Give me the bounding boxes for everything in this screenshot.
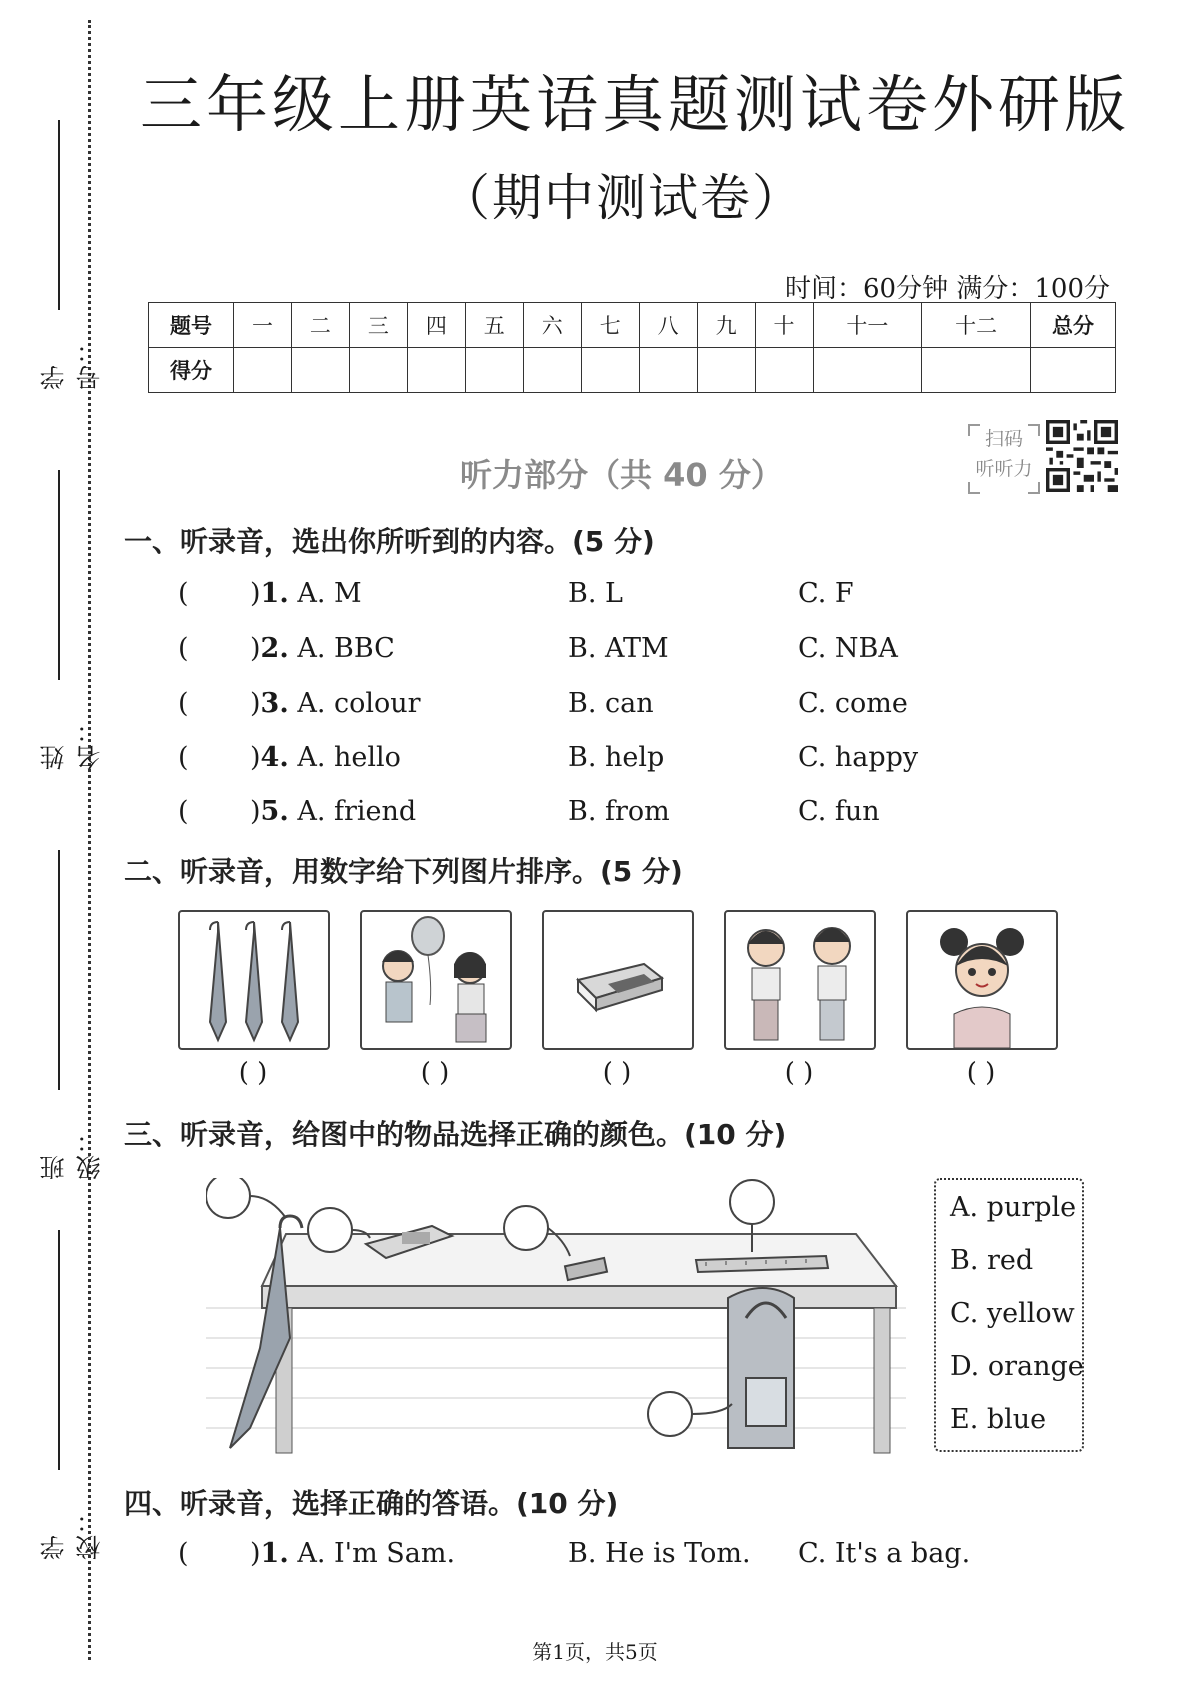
score-cell-total[interactable] [1031,348,1116,393]
q1-item-3: ( )3. A. colour B. can C. come [178,688,908,719]
answer-paren[interactable]: ( [178,742,189,773]
school-line[interactable] [58,1230,60,1470]
item-number: 1. [260,1538,289,1569]
picture-girl [906,910,1058,1050]
score-cell[interactable] [407,348,465,393]
answer-paren[interactable]: ( [178,796,189,827]
option-a: A. I'm Sam. [297,1538,456,1569]
score-col-4: 四 [407,303,465,348]
class-label: 班级： [39,1126,104,1180]
option-a: A. M [297,578,362,609]
score-col-10: 十 [755,303,813,348]
class-field[interactable] [8,850,104,1180]
score-col-9: 九 [697,303,755,348]
qr-label-line2: 听听力 [975,458,1033,480]
option-a: A. hello [297,742,401,773]
option-b: B. from [568,796,670,827]
color-option-red: B. red [950,1245,1034,1276]
score-col-2: 二 [291,303,349,348]
page-title: 三年级上册英语真题测试卷外研版 [140,68,1131,141]
time-score-info: 时间：60分钟 满分：100分 [785,274,1110,304]
score-table-header-row [149,303,1116,348]
score-col-7: 七 [581,303,639,348]
q1-title: 一、听录音，选出你所听到的内容。(5 分) [124,525,655,558]
school-label: 学校： [39,1506,104,1560]
option-a: A. BBC [297,633,395,664]
score-cell[interactable] [697,348,755,393]
name-line[interactable] [58,470,60,680]
option-a: A. friend [297,796,417,827]
score-col-6: 六 [523,303,581,348]
picture-girls-balloon [360,910,512,1050]
color-options-box [934,1178,1084,1452]
answer-paren[interactable]: ( [178,578,189,609]
score-cell[interactable] [581,348,639,393]
q4-item-1: ( )1. A. I'm Sam. B. He is Tom. C. It's a bag. [178,1538,971,1569]
q2-title: 二、听录音，用数字给下列图片排序。(5 分) [124,855,683,888]
score-col-1: 一 [234,303,292,348]
score-col-total: 总分 [1031,303,1116,348]
picture-answer-5[interactable]: ( ) [966,1058,996,1088]
answer-paren[interactable]: ( [178,1538,189,1569]
option-a: A. colour [297,688,421,719]
score-cell[interactable] [349,348,407,393]
option-c: C. It's a bag. [798,1538,971,1569]
q1-item-4: ( )4. A. hello B. help C. happy [178,742,919,773]
option-b: B. help [568,742,665,773]
listening-section-heading: 听力部分（共 40 分） [460,456,783,494]
score-cell[interactable] [813,348,922,393]
score-cell[interactable] [639,348,697,393]
color-option-orange: D. orange [950,1351,1084,1382]
school-field[interactable] [8,1230,104,1560]
option-c: C. F [798,578,854,609]
option-c: C. come [798,688,908,719]
option-c: C. NBA [798,633,898,664]
option-c: C. happy [798,742,919,773]
qr-scan-label [968,424,1040,494]
item-number: 3. [260,688,289,719]
qr-label-line1: 扫码 [984,428,1023,450]
picture-answer-3[interactable]: ( ) [602,1058,632,1088]
answer-paren[interactable]: ( [178,633,189,664]
option-b: B. can [568,688,654,719]
picture-answer-4[interactable]: ( ) [784,1058,814,1088]
score-col-3: 三 [349,303,407,348]
student-no-label: 学号： [39,336,104,390]
score-table-row1-label: 题号 [149,303,234,348]
picture-boys [724,910,876,1050]
page-footer: 第1页，共5页 [532,1640,658,1664]
picture-answer-2[interactable]: ( ) [420,1058,450,1088]
score-cell[interactable] [291,348,349,393]
score-cell[interactable] [465,348,523,393]
q4-title: 四、听录音，选择正确的答语。(10 分) [124,1487,619,1520]
option-b: B. L [568,578,623,609]
score-col-11: 十一 [813,303,922,348]
score-table-row2-label: 得分 [149,348,234,393]
q1-item-2: ( )2. A. BBC B. ATM C. NBA [178,633,898,664]
option-b: B. ATM [568,633,669,664]
student-no-line[interactable] [58,120,60,310]
score-cell[interactable] [922,348,1031,393]
color-option-yellow: C. yellow [950,1298,1075,1329]
score-table-score-row [149,348,1116,393]
item-number: 2. [260,633,289,664]
qr-code-icon[interactable] [1046,420,1118,492]
q1-item-5: ( )5. A. friend B. from C. fun [178,796,880,827]
page-subtitle: （期中测试卷） [440,169,804,227]
score-col-12: 十二 [922,303,1031,348]
score-cell[interactable] [234,348,292,393]
picture-umbrellas [178,910,330,1050]
name-field[interactable] [8,470,104,770]
score-table [148,302,1116,393]
option-b: B. He is Tom. [568,1538,751,1569]
score-col-8: 八 [639,303,697,348]
class-line[interactable] [58,850,60,1090]
item-number: 5. [260,796,289,827]
score-cell[interactable] [523,348,581,393]
picture-eraser [542,910,694,1050]
classroom-table-illustration [206,1178,906,1458]
item-number: 4. [260,742,289,773]
color-option-purple: A. purple [950,1192,1077,1223]
item-number: 1. [260,578,289,609]
name-label: 姓名： [39,716,104,770]
answer-paren[interactable]: ( [178,688,189,719]
q3-title: 三、听录音，给图中的物品选择正确的颜色。(10 分) [124,1118,787,1151]
option-c: C. fun [798,796,880,827]
student-no-field[interactable] [8,120,104,390]
score-cell[interactable] [755,348,813,393]
q1-item-1: ( )1. A. M B. L C. F [178,578,854,609]
picture-answer-1[interactable]: ( ) [238,1058,268,1088]
color-option-blue: E. blue [950,1404,1047,1435]
score-col-5: 五 [465,303,523,348]
